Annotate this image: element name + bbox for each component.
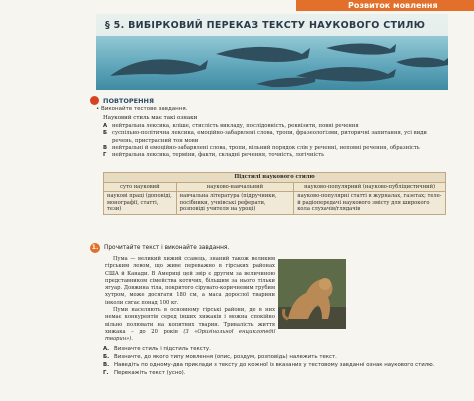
task-text: Визначте стиль і підстиль тексту.: [114, 346, 211, 352]
text-source: (З «Оригінальної енциклопедії тварин»).: [105, 328, 275, 343]
task-item: [103, 369, 448, 377]
task-key: Б.: [103, 354, 110, 360]
exercise-number: 1.: [91, 244, 99, 251]
review-instruction: • Виконайте тестове завдання.: [96, 106, 188, 112]
substyles-table: [103, 172, 446, 215]
text-paragraph: Пума — великий хижий ссавець, знаний також великим гірським левом, що живе переважно в гірських районах США й Канади. В Америці цей звір є другим за величиною представником сімейства котячих, більшим за нього тільки ягуар. Довжина тіла, покритого сірувато-коричневим грубим хутром, може досягати 180 см, а маса дорослої тварини інколи сягає понад 100 кг.: [105, 256, 275, 306]
option-key: Г: [103, 152, 107, 159]
option-text: суспільно-політична лексика, емоційно-забарвлені слова, тропи, фразеологізми, риторичні запитання, усі види речень, пристрасний тон мови: [112, 130, 427, 144]
task-key: А.: [103, 346, 110, 352]
test-option: [103, 152, 448, 159]
task-list: [103, 345, 448, 377]
task-key: В.: [103, 362, 110, 368]
review-heading-label: ПОВТОРЕННЯ: [103, 96, 154, 105]
option-text: нейтральна лексика, кліше, стислість викладу, послідовність, реквізити, повні речення: [112, 123, 359, 129]
text-paragraph-body: Пуми населяють в основному гірські райони, де в них немає конкурентів серед інших хижаків і можна спокійно вільно полювати на копитних тварин. Тривалість життя хижака – до 20 років: [105, 307, 275, 335]
exercise-heading: [90, 243, 229, 253]
table-cell: науково-популярні статті в журналах, газетах; теле- й радіопередачі наукового змісту для широкого кола слухачів/глядачів: [294, 192, 446, 215]
table-cell: навчальна література (підручники, посібники, учнівські реферати, розповіді учителя на уроці): [176, 192, 294, 215]
table-header: суто науковий: [104, 182, 177, 192]
test-question: Науковий стиль має такі ознаки: [103, 115, 198, 121]
table-cell: наукові праці (доповіді, монографії, статті, тези): [104, 192, 177, 215]
puma-photo: [278, 259, 346, 329]
option-text: нейтральна лексика, терміни, факти, складні речення, точність, логічність: [112, 152, 325, 159]
review-icon: [90, 96, 99, 105]
option-key: Б: [103, 130, 108, 137]
exercise-text: [105, 256, 275, 344]
exercise-instruction: Прочитайте текст і виконайте завдання.: [104, 245, 230, 251]
task-item: [103, 353, 448, 361]
task-item: [103, 361, 448, 369]
task-key: Г.: [103, 370, 109, 376]
table-header: науково-популярний (науково-публіцистичний): [294, 182, 446, 192]
option-key: А: [103, 123, 108, 129]
text-paragraph: [105, 307, 275, 343]
review-heading: [90, 96, 154, 105]
puma-image: [278, 259, 346, 329]
task-item: [103, 345, 448, 353]
table-header: науково-навчальний: [176, 182, 294, 192]
option-key: В: [103, 144, 108, 151]
task-text: Перекажіть текст (усно).: [114, 370, 186, 376]
option-text: нейтральні й емоційно-забарвлені слова, тропи, вільний порядок слів у реченні, неповні речення, образність: [112, 144, 420, 151]
table-caption: Підстилі наукового стилю: [104, 173, 446, 183]
task-text: Наведіть по одному-два приклади з тексту до кожної із вказаних у тестовому завданні ознак наукового стилю.: [114, 362, 435, 368]
test-option: [103, 130, 448, 145]
section-tab: Розвиток мовлення: [296, 0, 474, 11]
test-options: [103, 123, 448, 159]
task-text: Визначте, до якого типу мовлення (опис, роздум, розповідь) належить текст.: [114, 354, 337, 360]
page-title: § 5. ВИБІРКОВИЙ ПЕРЕКАЗ ТЕКСТУ НАУКОВОГО СТИЛЮ: [105, 20, 426, 31]
